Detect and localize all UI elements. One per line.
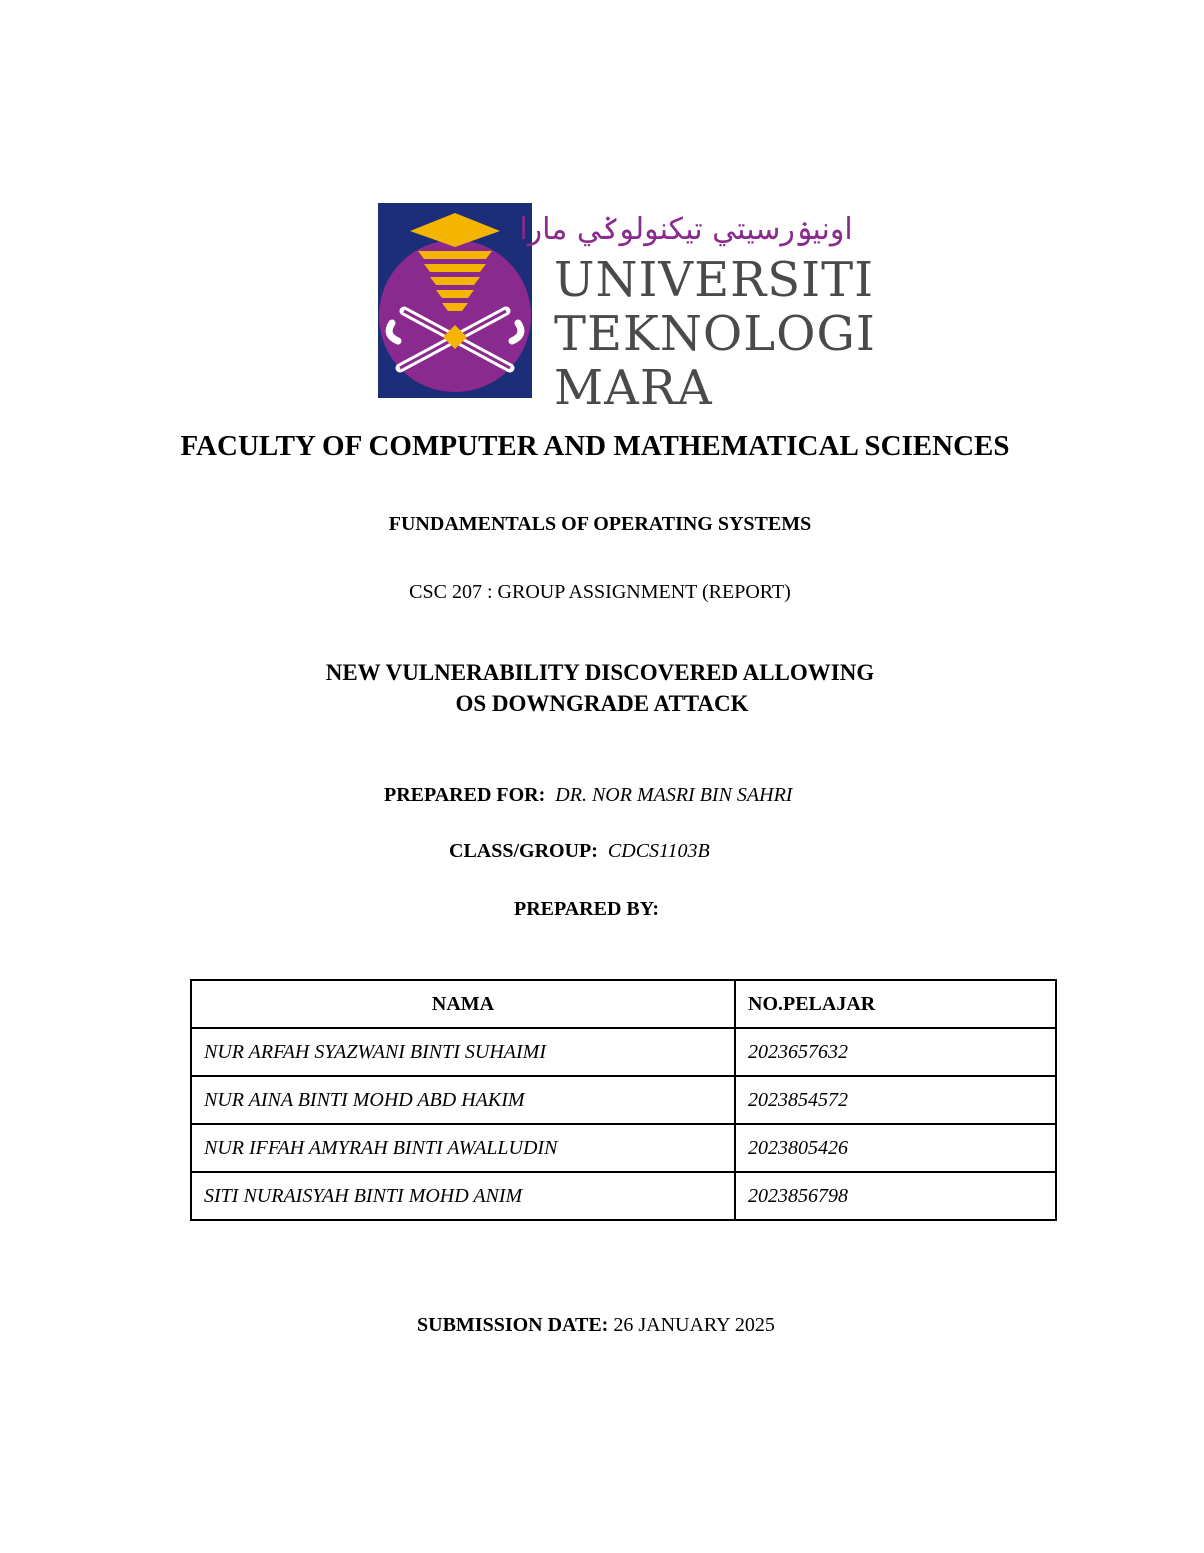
table-row [191,1172,1056,1220]
submission-date [417,1314,775,1337]
prepared-for-label: PREPARED FOR: [384,784,546,806]
assignment-code: CSC 207 : GROUP ASSIGNMENT (REPORT) [409,581,791,603]
submission-date-label: SUBMISSION DATE: [417,1314,609,1336]
member-student-id: 2023805426 [735,1124,1056,1172]
member-student-id: 2023854572 [735,1076,1056,1124]
member-student-id: 2023657632 [735,1028,1056,1076]
course-name: FUNDAMENTALS OF OPERATING SYSTEMS [388,513,812,535]
jawi-script-text [519,201,853,253]
table-header-row [191,980,1056,1028]
report-title-line1: NEW VULNERABILITY DISCOVERED ALLOWING [325,660,875,685]
member-name: NUR AINA BINTI MOHD ABD HAKIM [191,1076,735,1124]
uitm-logo [378,203,876,416]
wordmark-line2: TEKNOLOGI [554,306,876,362]
column-header-nama: NAMA [191,980,735,1028]
members-table [190,979,1057,1221]
jawi-text: اونيۏرسيتي تيكنولوݢي مارا [519,212,853,247]
table-row [191,1124,1056,1172]
university-wordmark [554,253,876,415]
member-name: NUR IFFAH AMYRAH BINTI AWALLUDIN [191,1124,735,1172]
class-group-label: CLASS/GROUP: [449,840,598,862]
class-group-value: CDCS1103B [607,840,710,862]
faculty-heading: FACULTY OF COMPUTER AND MATHEMATICAL SCIENCES [180,430,1010,462]
column-header-no-pelajar: NO.PELAJAR [735,980,1056,1028]
prepared-by [514,898,659,921]
member-name: SITI NURAISYAH BINTI MOHD ANIM [191,1172,735,1220]
report-title-line2: OS DOWNGRADE ATTACK [455,691,749,716]
member-student-id: 2023856798 [735,1172,1056,1220]
wordmark-line3: MARA [554,360,713,416]
wordmark-line1: UNIVERSITI [554,252,875,308]
table-row [191,1076,1056,1124]
prepared-for-value: DR. NOR MASRI BIN SAHRI [555,784,793,806]
member-name: NUR ARFAH SYAZWANI BINTI SUHAIMI [191,1028,735,1076]
table-row [191,1028,1056,1076]
uitm-emblem-icon [378,203,532,398]
class-group [449,840,710,863]
prepared-for [384,784,792,807]
submission-date-value: 26 JANUARY 2025 [613,1314,775,1336]
prepared-by-label: PREPARED BY: [514,898,660,920]
